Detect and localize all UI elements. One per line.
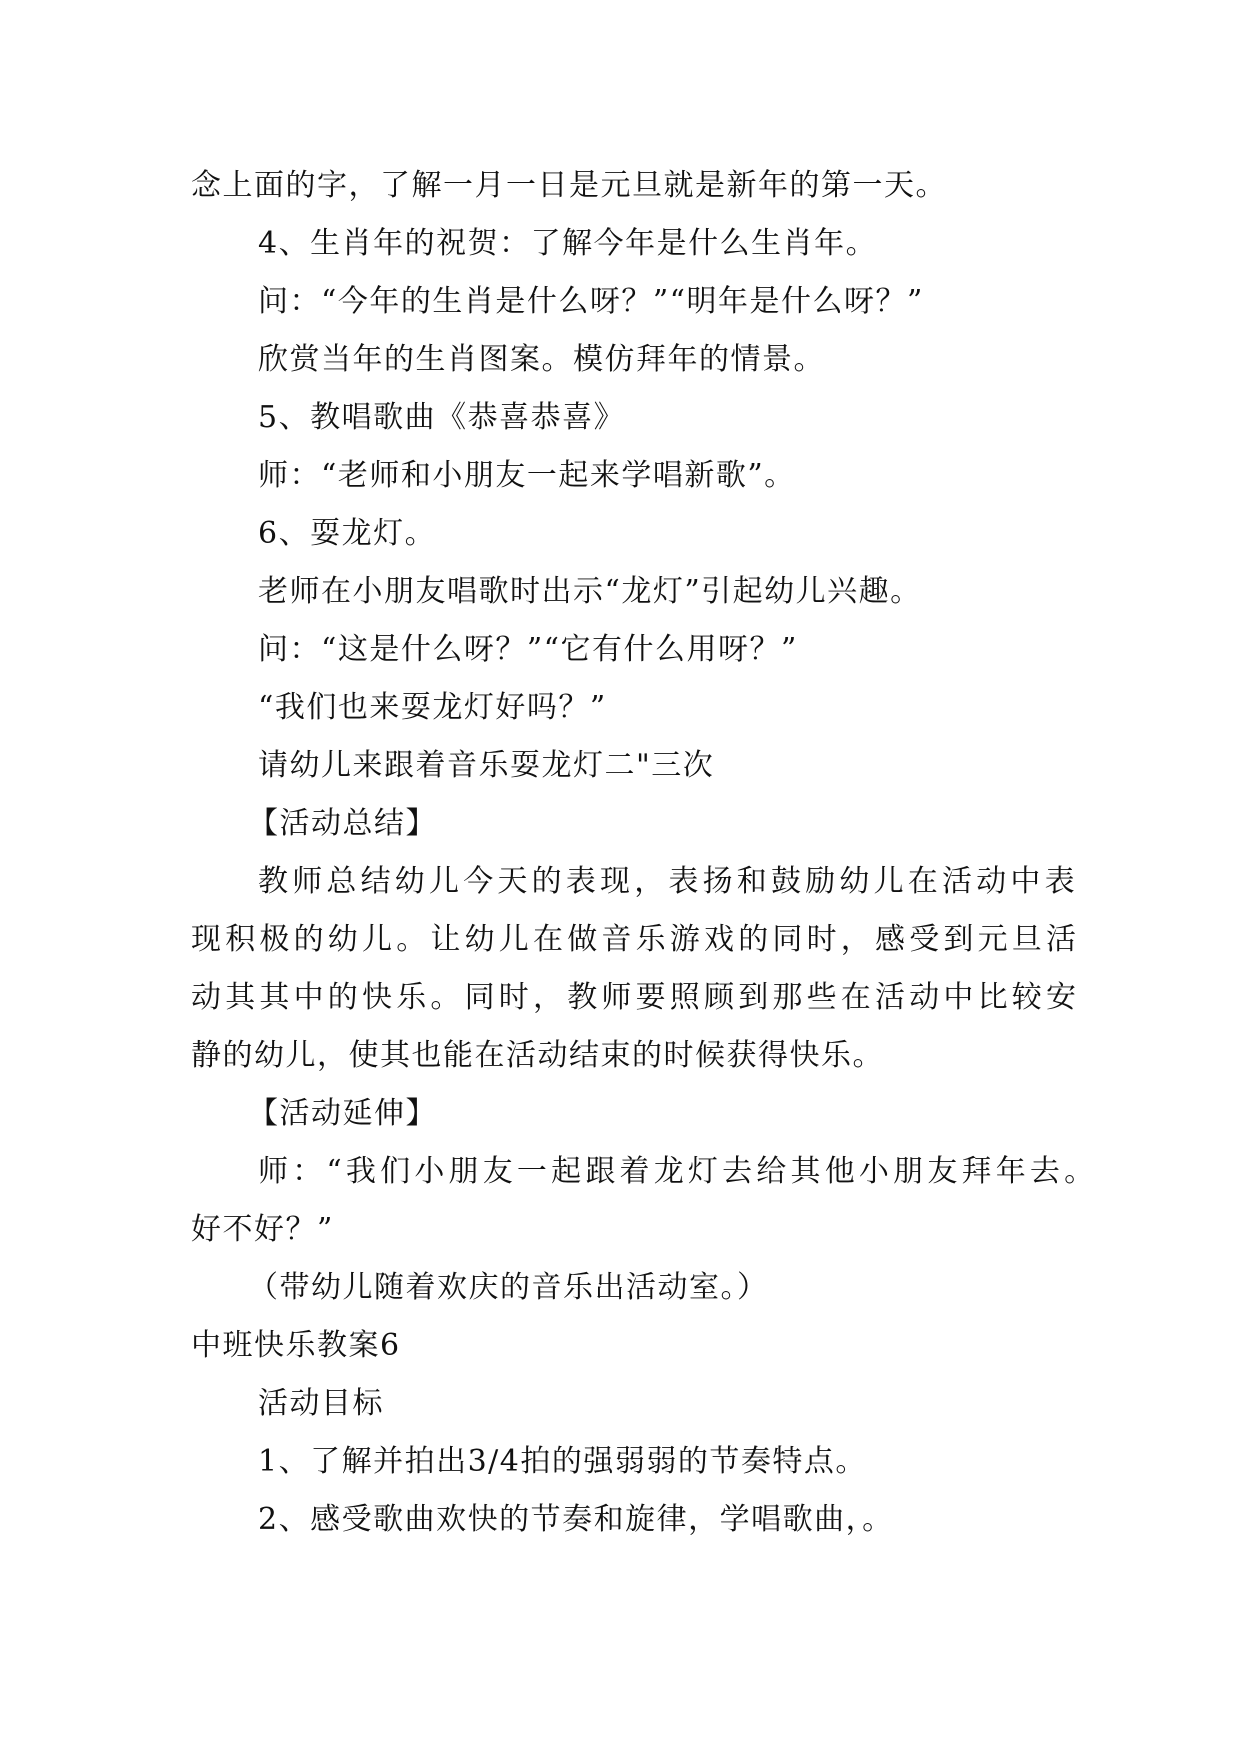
paragraph-line: 师：“老师和小朋友一起来学唱新歌”。 xyxy=(258,458,796,493)
section-heading-goals: 活动目标 xyxy=(258,1386,384,1421)
paragraph-line: 念上面的字，了解一月一日是元旦就是新年的第一天。 xyxy=(191,168,947,203)
section-heading-extension: 【活动延伸】 xyxy=(248,1096,437,1131)
paragraph-line: “我们也来耍龙灯好吗？” xyxy=(258,690,607,725)
paragraph-line: 请幼儿来跟着音乐耍龙灯二"三次 xyxy=(258,748,715,783)
list-item-5: 5、教唱歌曲《恭喜恭喜》 xyxy=(258,400,626,435)
paragraph-line: 教师总结幼儿今天的表现，表扬和鼓励幼儿在活动中表 xyxy=(258,864,1079,899)
goal-item-1: 1、了解并拍出3/4拍的强弱弱的节奏特点。 xyxy=(258,1444,867,1479)
paragraph-line: （带幼儿随着欢庆的音乐出活动室。） xyxy=(248,1270,769,1305)
list-item-4: 4、生肖年的祝贺：了解今年是什么生肖年。 xyxy=(258,226,878,261)
list-item-6: 6、耍龙灯。 xyxy=(258,516,437,551)
paragraph-line: 老师在小朋友唱歌时出示“龙灯”引起幼儿兴趣。 xyxy=(258,574,922,609)
paragraph-line: 欣赏当年的生肖图案。模仿拜年的情景。 xyxy=(258,342,825,377)
paragraph-line: 问：“这是什么呀？”“它有什么用呀？” xyxy=(258,632,798,667)
paragraph-line: 好不好？” xyxy=(191,1212,334,1247)
paragraph-line: 师：“我们小朋友一起跟着龙灯去给其他小朋友拜年去。 xyxy=(258,1154,1099,1189)
section-heading-summary: 【活动总结】 xyxy=(248,806,437,841)
paragraph-line: 静的幼儿，使其也能在活动结束的时候获得快乐。 xyxy=(191,1038,884,1073)
paragraph-line: 现积极的幼儿。让幼儿在做音乐游戏的同时，感受到元旦活 xyxy=(191,922,1081,957)
paragraph-line: 动其其中的快乐。同时，教师要照顾到那些在活动中比较安 xyxy=(191,980,1081,1015)
lesson-title: 中班快乐教案6 xyxy=(191,1328,401,1363)
goal-item-2: 2、感受歌曲欢快的节奏和旋律，学唱歌曲，。 xyxy=(258,1502,894,1537)
paragraph-line: 问：“今年的生肖是什么呀？”“明年是什么呀？” xyxy=(258,284,924,319)
